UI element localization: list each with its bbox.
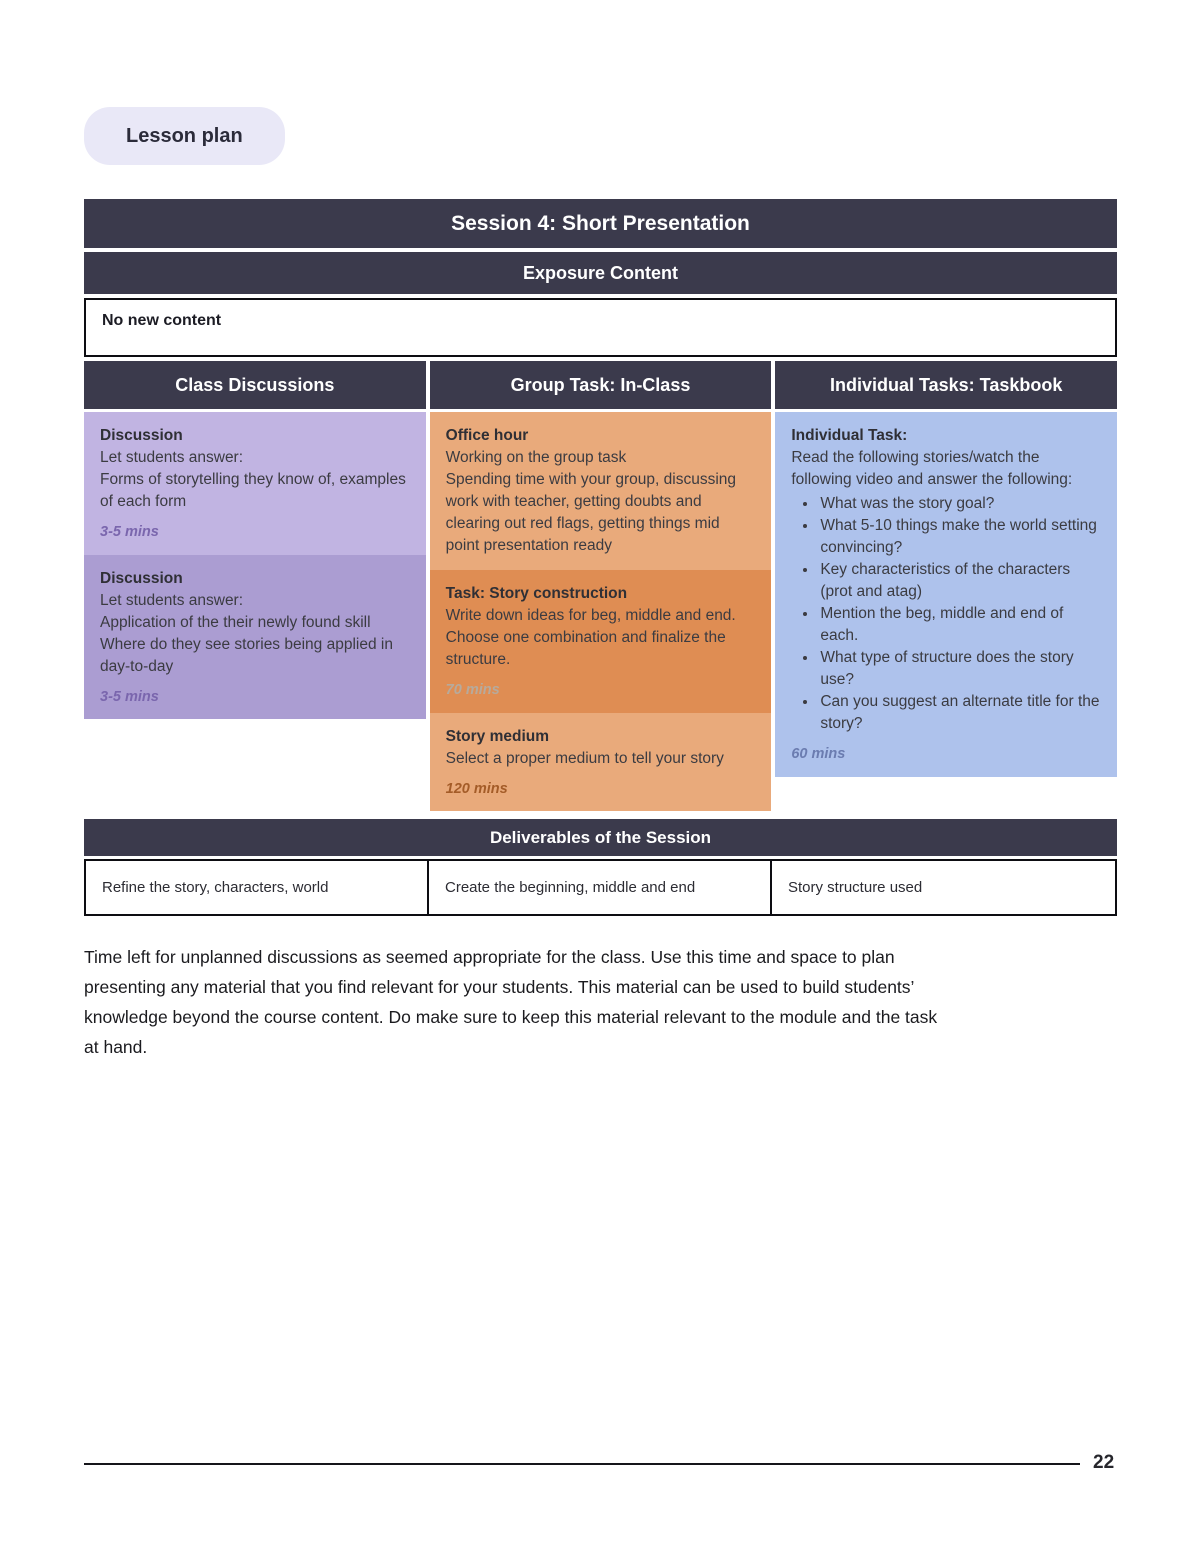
bullet-item: • What was the story goal? bbox=[818, 493, 1101, 515]
individual-task-cell bbox=[775, 412, 1117, 777]
cell-line: Select a proper medium to tell your story bbox=[445, 749, 724, 767]
exposure-note-box bbox=[84, 298, 1117, 357]
column-group-task bbox=[430, 361, 772, 811]
bullet-item: • What 5-10 things make the world setting convincing? bbox=[818, 515, 1101, 559]
column-header-label: Class Discussions bbox=[175, 374, 335, 395]
cell-title: Individual Task: bbox=[791, 427, 908, 444]
session-title: Session 4: Short Presentation bbox=[451, 211, 750, 235]
lesson-plan-badge-label: Lesson plan bbox=[126, 124, 243, 147]
column-header-label: Individual Tasks: Taskbook bbox=[829, 374, 1063, 395]
cell-line: Spending time with your group, discussing work with teacher, getting doubts and clearing out red flags, getting things mid point presentation ready bbox=[445, 471, 737, 554]
cell-duration: 120 mins bbox=[445, 780, 508, 797]
deliverable-text: Story structure used bbox=[788, 879, 923, 897]
cell-title: Story medium bbox=[445, 727, 550, 745]
deliverable-cell bbox=[86, 861, 429, 914]
cell-line: Read the following stories/watch the following video and answer the following: bbox=[791, 449, 1073, 488]
deliverables-row bbox=[84, 859, 1117, 916]
bullet-item: • Key characteristics of the characters (prot and atag) bbox=[818, 559, 1101, 603]
discussion-cell-2 bbox=[84, 555, 426, 720]
cell-line: Application of the their newly found skill bbox=[100, 613, 371, 631]
deliverable-cell bbox=[429, 861, 772, 914]
office-hour-cell bbox=[430, 412, 772, 570]
discussion-cell-1 bbox=[84, 412, 426, 555]
cell-duration: 3-5 mins bbox=[100, 524, 159, 540]
cell-line: Forms of storytelling they know of, examples of each form bbox=[100, 471, 406, 510]
column-header-label: Group Task: In-Class bbox=[510, 374, 691, 395]
cell-title: Discussion bbox=[100, 569, 183, 587]
exposure-content-header: Exposure Content bbox=[522, 262, 678, 283]
deliverables-header: Deliverables of the Session bbox=[489, 827, 712, 847]
exposure-content-bar bbox=[84, 252, 1117, 294]
lesson-plan-table bbox=[84, 199, 1117, 916]
lesson-plan-badge bbox=[84, 107, 285, 165]
exposure-note: No new content bbox=[102, 312, 222, 329]
page-number: 22 bbox=[1093, 1452, 1115, 1473]
footnote-paragraph: Time left for unplanned discussions as seemed appropriate for the class. Use this time and space to plan presenting any material that you find relevant for your students. This material can be used to build students’ knowledge beyond the course content. Do make sure to keep this material relevant to the module and the task at hand. bbox=[84, 947, 938, 1057]
cell-duration: 3-5 mins bbox=[100, 688, 159, 705]
column-header-class-discussions bbox=[84, 361, 426, 409]
cell-line: Write down ideas for beg, middle and end. Choose one combination and finalize the structure. bbox=[445, 607, 736, 668]
deliverable-cell bbox=[772, 861, 1115, 914]
cell-line: Let students answer: bbox=[100, 449, 244, 466]
cell-title: Office hour bbox=[445, 427, 529, 444]
column-header-group-task bbox=[430, 361, 772, 409]
story-medium-cell bbox=[430, 713, 772, 812]
task-columns bbox=[84, 361, 1117, 811]
individual-task-bullet-list bbox=[791, 493, 1101, 735]
cell-line: Where do they see stories being applied in day-to-day bbox=[100, 635, 393, 675]
footer-divider bbox=[84, 1463, 1080, 1465]
column-individual-tasks bbox=[775, 361, 1117, 777]
session-title-bar bbox=[84, 199, 1117, 248]
bullet-item: • Can you suggest an alternate title for the story? bbox=[818, 691, 1101, 735]
cell-title: Task: Story construction bbox=[445, 585, 628, 602]
cell-title: Discussion bbox=[100, 427, 183, 444]
column-header-individual-tasks bbox=[775, 361, 1117, 409]
column-class-discussions bbox=[84, 361, 426, 719]
story-construction-cell bbox=[430, 570, 772, 713]
deliverables-bar bbox=[84, 819, 1117, 856]
cell-duration: 60 mins bbox=[791, 746, 846, 762]
cell-duration: 70 mins bbox=[445, 682, 500, 698]
cell-line: Let students answer: bbox=[100, 591, 244, 609]
bullet-item: • Mention the beg, middle and end of each. bbox=[818, 603, 1101, 647]
deliverable-text: Refine the story, characters, world bbox=[102, 879, 329, 897]
deliverable-text: Create the beginning, middle and end bbox=[445, 879, 696, 897]
bullet-item: • What type of structure does the story use? bbox=[818, 647, 1101, 691]
cell-line: Working on the group task bbox=[445, 449, 627, 466]
